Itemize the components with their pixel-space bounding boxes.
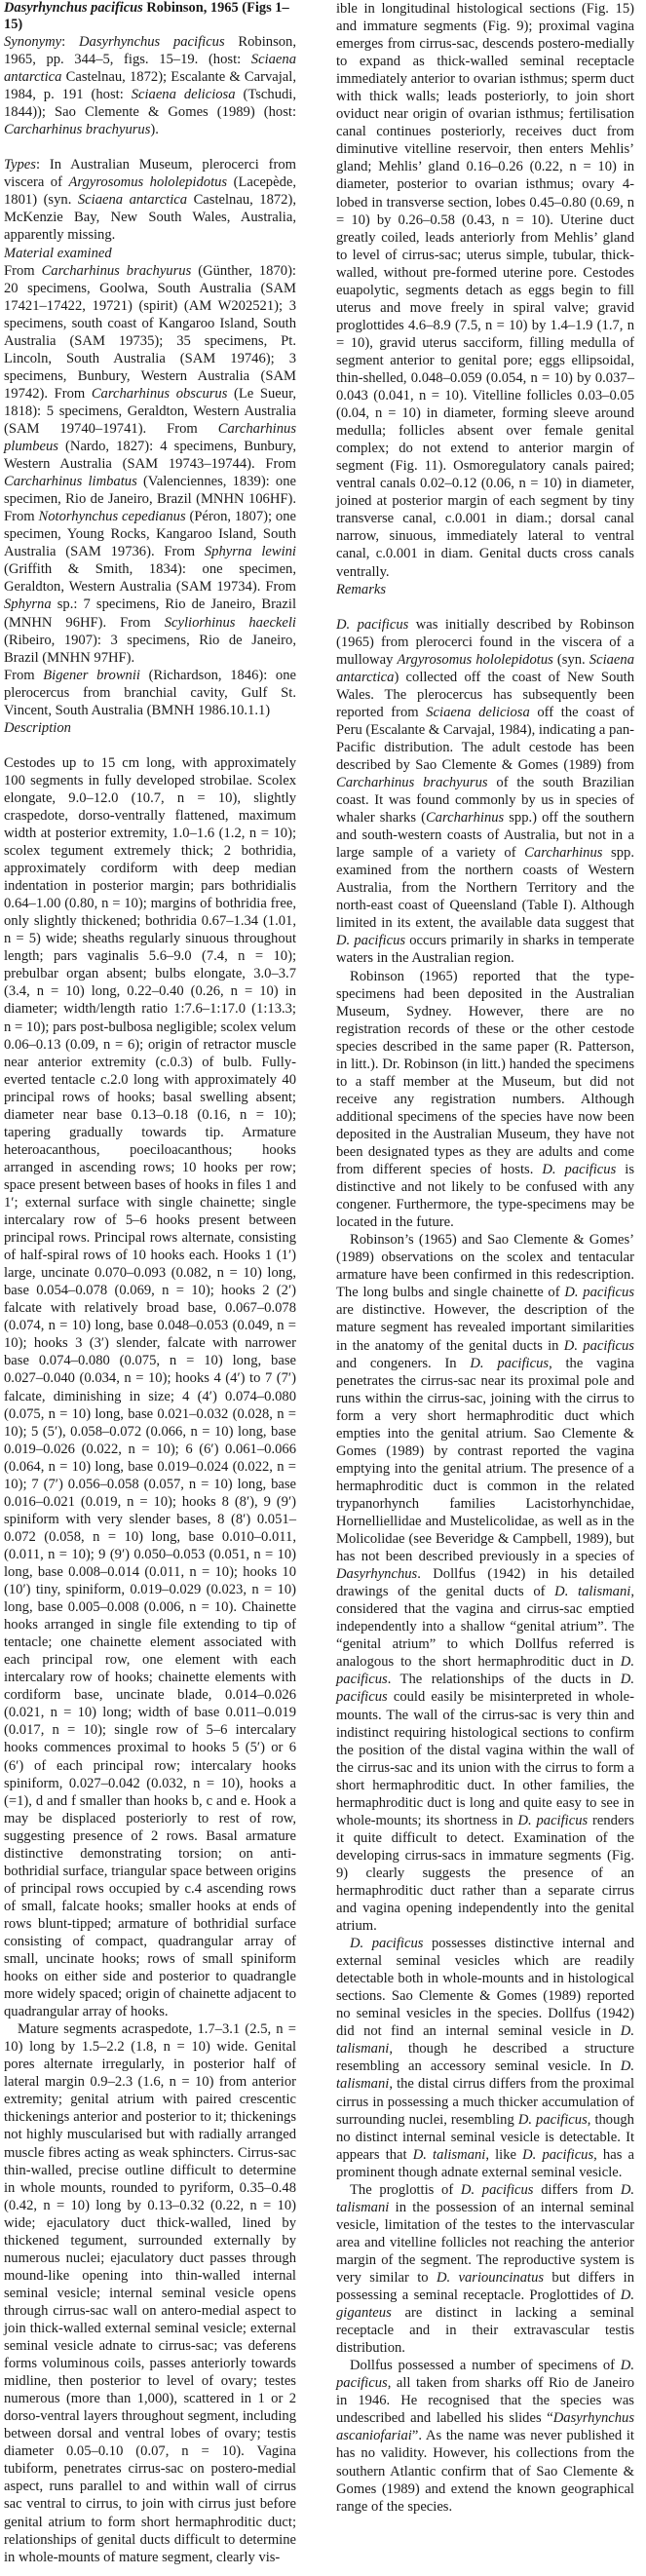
remarks-paragraph-5: The proglottis of D. pacificus differs from D. talismani in the possession of an internal seminal vesicle, limitation of the testes to the intervascular area and vitelline follicles not reaching the anterior margin of the segment. The reproductive system is very similar to D. variouncinatus but differs in possessing a seminal receptacle. Proglottides of D. giganteus are distinct in lacking a seminal receptacle and in their extravascular testis distribution. (336, 2181, 635, 2357)
description-heading: Description (4, 719, 71, 736)
remarks-paragraph-4: D. pacificus possesses distinctive internal and external seminal vesicles which are readily detectable both in whole-mounts and in histological sections. Sao Clemente & Gomes (1989) reported no seminal vesicles in the species. Dollfus (1942) did not find an internal seminal vesicle in D. talismani, though he described a structure resembling an accessory seminal vesicle. In D. talismani, the distal cirrus differs from the proximal cirrus in possessing a much thicker accumulation of surrounding nuclei, resembling D. pacificus, though no distinct internal seminal vesicle is detectable. It appears that D. talismani, like D. pacificus, has a prominent though adnate external seminal vesicle. (336, 1936, 634, 2180)
description-paragraph-1: Cestodes up to 15 cm long, with approximately 100 segments in fully developed strobilae. Scolex elongate, 9.0–12.0 (10.7, n = 10), slightly craspedote, dorso-ventrally flattened, maximum width at posterior extremity, 1.0–1.6 (1.2, n = 10); scolex tegument extremely thick; 2 bothridia, approximately cordiform with deep median indentation in posterior margin; pars bothridialis 0.64–1.00 (0.80, n = 10); margins of bothridia free, only slightly thickened; bothridia 0.67–1.34 (1.01, n = 5) wide; sheaths regularly sinuous throughout length; pars vaginalis 5.6–9.0 (7.4, n = 10); prebulbar organ absent; bulbs elongate, 3.0–3.7 (3.4, n = 10) long, 0.22–0.40 (0.26, n = 10) in diameter; width/length ratio 1:7.6–1:17.0 (1:13.3; n = 10); pars post-bulbosa negligible; scolex velum 0.06–0.13 (0.09, n = 6); origin of retractor muscle near anterior extremity (c.0.3) of bulb. Fully-everted tentacle c.2.0 long with approximately 40 principal rows of hooks; basal swelling absent; diameter near base 0.13–0.18 (0.16, n = 10); tapering gradually towards tip. Armature heteroacanthous, poeciloacanthous; hooks arranged in ascending rows; 10 hooks per row; space present between bases of hooks in files 1 and 1′; external surface with single chainette; single intercalary row of 5–6 hooks present between principal rows. Principal rows alternate, consisting of half-spiral rows of 10 hooks each. Hooks 1 (1′) large, uncinate 0.070–0.093 (0.082, n = 10) long, base 0.054–0.078 (0.069, n = 10); hooks 2 (2′) falcate with relatively broad base, 0.067–0.078 (0.074, n = 10) long, base 0.048–0.053 (0.049, n = 10); hooks 3 (3′) slender, falcate with narrower base 0.074–0.080 (0.075, n = 10) long, base 0.027–0.040 (0.034, n = 10); hooks 4 (4′) to 7 (7′) falcate, diminishing in size; 4 (4′) 0.074–0.080 (0.075, n = 10) long, base 0.021–0.032 (0.028, n = 10); 5 (5′), 0.058–0.072 (0.066, n = 10) long, base 0.019–0.026 (0.022, n = 10); 6 (6′) 0.061–0.066 (0.064, n = 10) long, base 0.019–0.024 (0.022, n = 10); 7 (7′) 0.056–0.058 (0.057, n = 10) long, base 0.016–0.021 (0.019, n = 10); hooks 8 (8′), 9 (9′) spiniform with very slender bases, 8 (8′) 0.051–0.072 (0.058, n = 10) long, base 0.010–0.011, (0.011, n = 10); 9 (9′) 0.050–0.053 (0.051, n = 10) long, base 0.008–0.014 (0.011, n = 10); hooks 10 (10′) tiny, spiniform, 0.019–0.029 (0.023, n = 10) long, base 0.005–0.008 (0.006, n = 10). Chainette hooks arranged in single file extending to tip of tentacle; one chainette element associated with each principal row, one element with each intercalary row of hooks; chainette elements with cordiform base, uncinate blade, 0.014–0.026 (0.021, n = 10) long; width of base 0.011–0.019 (0.017, n = 10); single row of 5–6 intercalary hooks commences proximal to hooks 5 (5′) or 6 (6′) of each principal row; intercalary hooks spiniform, 0.027–0.042 (0.032, n = 10), hooks a (=1), d and f smaller than hooks b, c and e. Hook a may be displaced posteriorly to rest of row, suggesting presence of 2 rows. Basal armature distinctive demonstrating torsion; on anti-bothridial surface, triangular space between origins of principal rows occupied by c.4 ascending rows of small, falcate hooks; smaller hooks at ends of rows blunt-tipped; armature of bothridial surface consisting of compact, quadrangular array of small, uncinate hooks; rows of small spiniform hooks on either side and posterior to quadrangle more widely spaced; origin of chainette adjacent to quadrangular array of hooks. (4, 754, 296, 2020)
remarks-paragraph-2: Robinson (1965) reported that the type-specimens had been deposited in the Australian Museum, Sydney. However, there are no registration records of these or the other cestode species described in the same paper (R. Patterson, in litt.). Dr. Robinson (in litt.) handed the specimens to a staff member at the Museum, but did not receive any registration numbers. Although additional specimens of the species have now been deposited in the Australian Museum, they have not been designated types as they are adults and come from different species of hosts. D. pacificus is distinctive and not likely to be confused with any congener. Furthermore, the type-specimens may be located in the future. (336, 968, 634, 1231)
left-column (4, 0, 296, 2566)
species-title: Dasyrhynchus pacificus Robinson, 1965 (Figs 1–15) (4, 0, 289, 32)
description-continuation: ible in longitudinal histological sections (Fig. 15) and immature segments (Fig. 9); proximal vagina emerges from cirrus-sac, descends postero-medially to expand as thick-walled seminal receptacle immediately anterior to ovarian isthmus; sperm duct with thick walls; leads posteriorly, to join short oviduct near origin of ovarian isthmus; fertilisation canal continues posteriorly, receives duct from diminutive vitelline reservoir, then enters Mehlis’ gland; Mehlis’ gland 0.16–0.26 (0.22, n = 10) in diameter, posterior to ovarian isthmus; ovary 4-lobed in transverse section, lobes 0.45–0.80 (0.69, n = 10) by 0.26–0.58 (0.43, n = 10). Uterine duct greatly coiled, leads anteriorly from Mehlis’ gland to level of cirrus-sac; uterus simple, tubular, thick-walled, without pre-formed uterine pore. Cestodes euapolytic, segments detach as eggs begin to fill uterus and move freely in spiral valve; gravid proglottides 4.6–8.9 (7.5, n = 10) by 1.4–1.9 (1.7, n = 10), gravid uterus sacciform, filling medulla of segment anterior to genital pore; eggs ellipsoidal, thin-shelled, 0.048–0.059 (0.054, n = 10) by 0.037–0.043 (0.041, n = 10). Vitelline follicles 0.03–0.05 (0.04, n = 10) in diameter, forming sleeve around medulla; follicles absent over female genital complex; do not extend to anterior margin of segment (Fig. 11). Osmoregulatory canals paired; ventral canals 0.02–0.12 (0.06, n = 10) in diameter, joined at posterior margin of each segment by tiny transverse canal, c.0.001 in diam.; dorsal canal narrow, sinuous, immediately lateral to ventral canal, c.0.001 in diam. Genital ducts cross canals ventrally. (336, 1, 634, 580)
synonymy-paragraph: Synonymy: Dasyrhynchus pacificus Robinson, 1965, pp. 344–5, figs. 15–19. (host: Sciaena antarctica Castelnau, 1872); Escalante & Carvajal, 1984, p. 191 (host: Sciaena deliciosa (Tschudi, 1844)); Sao Clemente & Gomes (1989) (host: Carcharhinus brachyurus). (4, 34, 297, 138)
remarks-heading: Remarks (336, 581, 387, 597)
material-heading: Material examined (4, 245, 112, 261)
material-paragraph-2: From Bigener brownii (Richardson, 1846): one plerocercus from branchial cavity, Gulf St. Vincent, South Australia (BMNH 1986.10.1.1) (4, 667, 296, 718)
types-paragraph: Types: In Australian Museum, plerocerci from viscera of Argyrosomus hololepidotus (Lacepède, 1801) (syn. Sciaena antarctica Castelnau, 1872), McKenzie Bay, New South Wales, Australia, apparently missing. (4, 157, 297, 244)
remarks-paragraph-3: Robinson’s (1965) and Sao Clemente & Gomes’ (1989) observations on the scolex and tentacular armature have been confirmed in this redescription. The long bulbs and single chainette of D. pacificus are distinctive. However, the description of the mature segment has revealed important similarities in the anatomy of the genital ducts in D. pacificus and congeners. In D. pacificus, the vagina penetrates the cirrus-sac near its proximal pole and runs within the cirrus-sac, joining with the cirrus to form a very short hermaphroditic duct which empties into the genital atrium. Sao Clemente & Gomes (1989) by contrast reported the vagina emptying into the genital atrium. The presence of a hermaphroditic duct is common in the related trypanorhynch families Lacistorhynchidae, Hornelliellidae and Mustelicolidae, as well as in the Molicolidae (see Beveridge & Campbell, 1989), but has not been described previously in a species of Dasyrhynchus. Dollfus (1942) in his detailed drawings of the genital ducts of D. talismani, considered that the vagina and cirrus-sac emptied independently into a shallow “genital atrium”. The “genital atrium” to which Dollfus referred is analogous to the short hermaphroditic duct in D. pacificus. The relationships of the ducts in D. pacificus could easily be misinterpreted in whole-mounts. The wall of the cirrus-sac is very thin and indistinct requiring histological sections to confirm the position of the distal vagina within the wall of the cirrus-sac and its union with the cirrus to form a short hermaphroditic duct. In other families, the hermaphroditic duct is long and quite easy to see in whole-mounts; its shortness in D. pacificus renders it quite difficult to detect. Examination of the developing cirrus-sacs in immature segments (Fig. 9) clearly suggests the presence of an hermaphroditic duct rather than a separate cirrus and vagina opening independently into the genital atrium. (336, 1232, 635, 1935)
remarks-paragraph-1: D. pacificus was initially described by Robinson (1965) from plerocerci found in the viscera of a mulloway Argyrosomus hololepidotus (syn. Sciaena antarctica) collected off the coast of New South Wales. The plerocercus has subsequently been reported from Sciaena deliciosa off the coast of Peru (Escalante & Carvajal, 1984), indicating a pan-Pacific distribution. The adult cestode has been described by Sao Clemente & Gomes (1989) from Carcharhinus brachyurus of the south Brazilian coast. It was found commonly by us in species of whaler sharks (Carcharhinus spp.) off the southern and south-western coasts of Australia, but not in a large sample of a variety of Carcharhinus spp. examined from the northern coasts of Western Australia, from the Northern Territory and the north-east coast of Queensland (Table I). Although limited in its extent, the available data suggest that D. pacificus occurs primarily in sharks in temperate waters in the Australian region. (336, 616, 635, 967)
right-column (336, 0, 634, 2516)
material-paragraph: From Carcharhinus brachyurus (Günther, 1870): 20 specimens, Goolwa, South Australia (SAM 17421–17422, 19721) (spirit) (AM W202521); 3 specimens, south coast of Kangaroo Island, South Australia (SAM 19735); 35 specimens, Pt. Lincoln, South Australia (SAM 19746); 3 specimens, Bunbury, Western Australia (SAM 19742). From Carcharhinus obscurus (Le Sueur, 1818): 5 specimens, Geraldton, Western Australia (SAM 19740–19741). From Carcharhinus plumbeus (Nardo, 1827): 4 specimens, Bunbury, Western Australia (SAM 19743–19744). From Carcharhinus limbatus (Valenciennes, 1839): one specimen, Rio de Janeiro, Brazil (MNHN 106HF). From Notorhynchus cepedianus (Péron, 1807); one specimen, Young Rocks, Kangaroo Island, South Australia (SAM 19736). From Sphyrna lewini (Griffith & Smith, 1834): one specimen, Geraldton, Western Australia (SAM 19734). From Sphyrna sp.: 7 specimens, Rio de Janeiro, Brazil (MNHN 96HF). From Scyliorhinus haeckeli (Ribeiro, 1907): 3 specimens, Rio de Janeiro, Brazil (MNHN 97HF). (4, 262, 296, 666)
description-paragraph-2: Mature segments acraspedote, 1.7–3.1 (2.5, n = 10) long by 1.5–2.2 (1.8, n = 10) wide. Genital pores alternate irregularly, in posterior half of lateral margin 0.9–2.3 (1.6, n = 10) from anterior extremity; genital atrium with paired crescentic thickenings anterior and posterior to it; thickenings not highly muscularised but with radially arranged muscle fibres acting as weak sphincters. Cirrus-sac thin-walled, precise outline difficult to determine in whole mounts, rounded to pyriform, 0.35–0.48 (0.42, n = 10) long by 0.13–0.32 (0.22, n = 10) wide; ejaculatory duct thick-walled, lined by thickened tegument, surrounded externally by numerous nuclei; ejaculatory duct passes through mound-like opening into thin-walled internal seminal vesicle; internal seminal vesicle opens through cirrus-sac wall on antero-medial aspect to join thick-walled external seminal vesicle; external seminal vesicle adnate to cirrus-sac; vas deferens forms voluminous coils, passes anteriorly towards midline, then posterior to level of ovary; testes numerous (more than 1,000), scattered in 1 or 2 dorso-ventral layers throughout segment, including between dorsal and ventral lobes of ovary; testis diameter 0.05–0.10 (0.07, n = 10). Vagina tubiform, penetrates cirrus-sac on postero-medial aspect, runs parallel to and within wall of cirrus sac ventral to cirrus, to join with cirrus just before genital atrium to form short hermaphroditic duct; relationships of genital ducts difficult to determine in whole-mounts of mature segment, clearly vis- (4, 2021, 296, 2565)
remarks-paragraph-6: Dollfus possessed a number of specimens of D. pacificus, all taken from sharks off Rio de Janeiro in 1946. He recognised that the species was undescribed and labelled his slides “Dasyrhynchus ascaniofariai”. As the name was never published it has no validity. However, his collections from the southern Atlantic confirm that of Sao Clemente & Gomes (1989) and extend the known geographical range of the species. (336, 2358, 634, 2515)
